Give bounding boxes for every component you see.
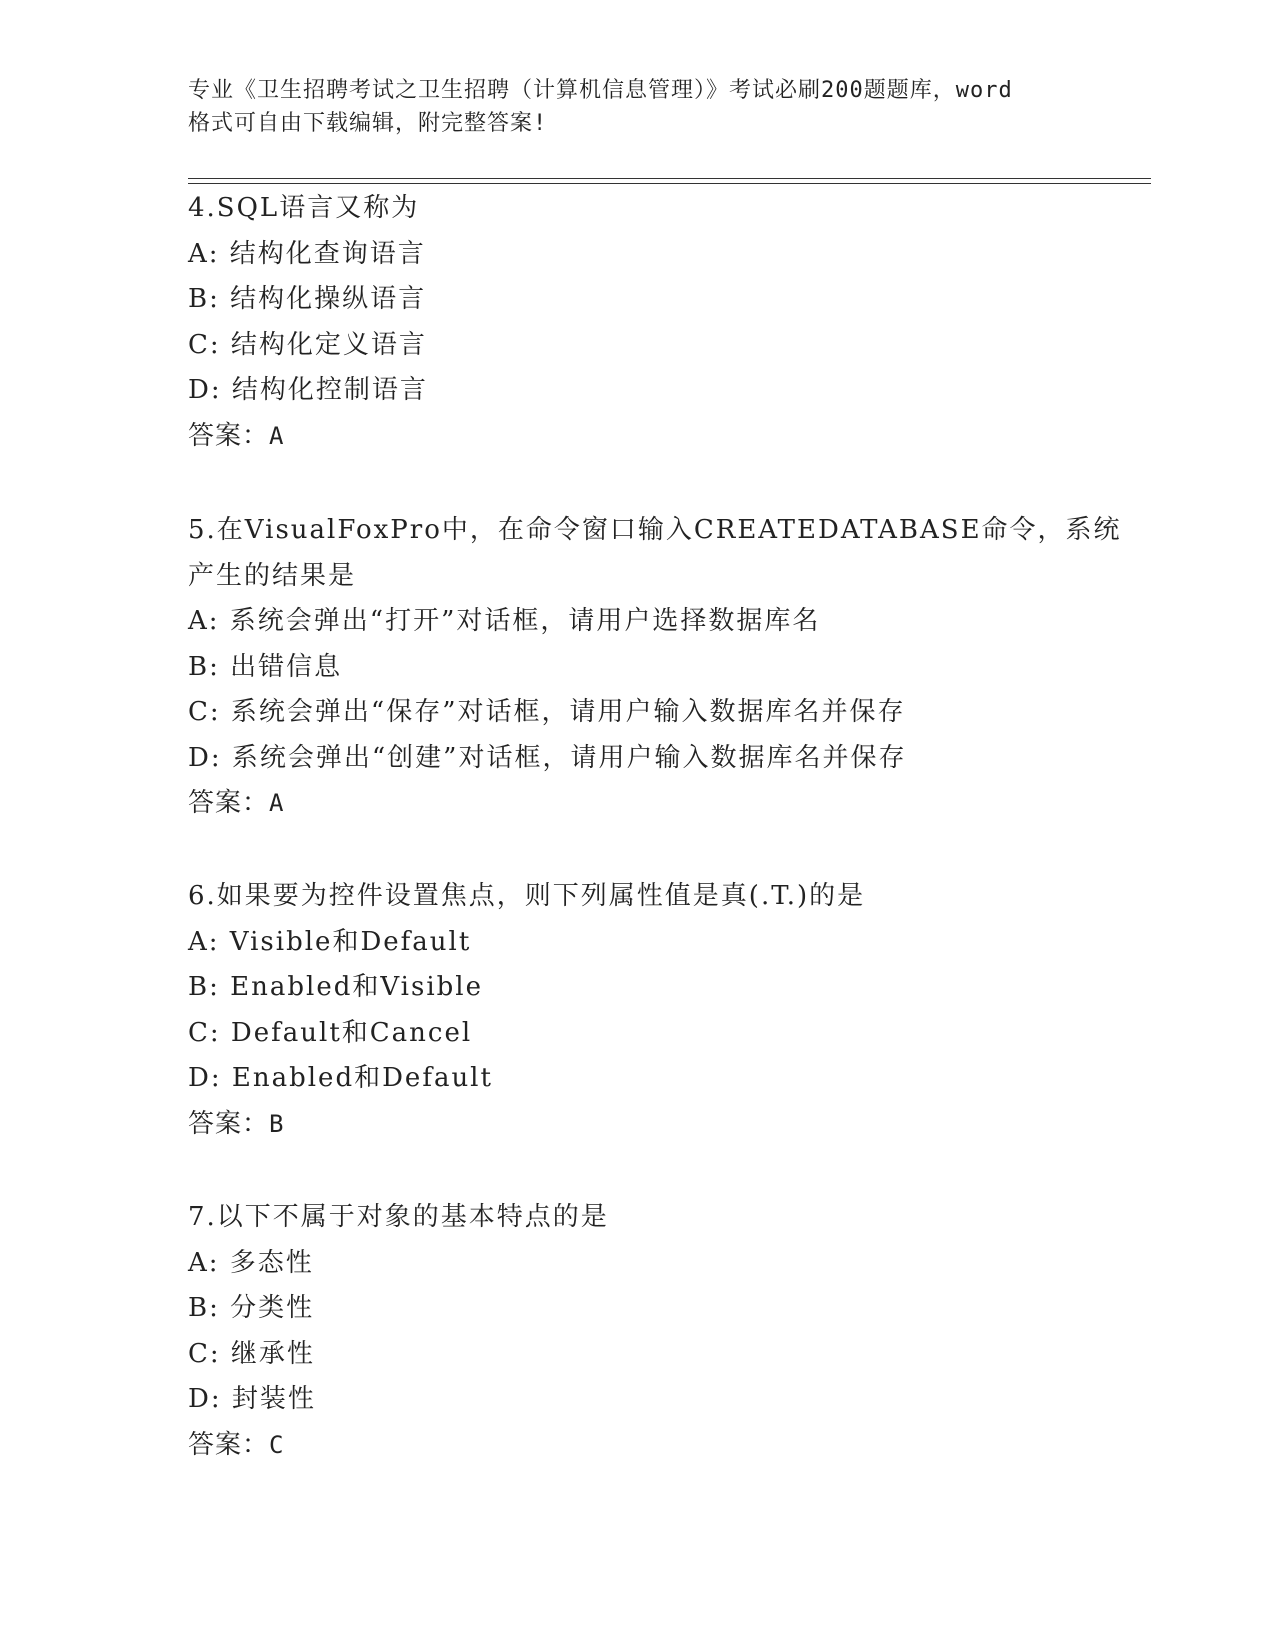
question-stem: 6.如果要为控件设置焦点，则下列属性值是真(.T.)的是 [188, 881, 866, 911]
option-d: D: 结构化控制语言 [188, 375, 428, 405]
header-line-2: 格式可自由下载编辑，附完整答案! [188, 111, 548, 136]
question-4 [188, 186, 1088, 459]
header-line-1: 专业《卫生招聘考试之卫生招聘（计算机信息管理）》考试必刷200题题库，word [188, 78, 1013, 103]
option-c: C: 结构化定义语言 [188, 329, 427, 360]
answer-label: 答案： [188, 788, 270, 818]
question-stem: 4.SQL语言又称为 [188, 193, 420, 223]
option-d: D: Enabled和Default [188, 1063, 493, 1093]
option-c: C: 系统会弹出“保存”对话框，请用户输入数据库名并保存 [188, 697, 906, 727]
question-7 [188, 1195, 1088, 1468]
answer-label: 答案： [188, 1108, 270, 1139]
answer-value: B [269, 1109, 285, 1138]
answer-label: 答案： [188, 420, 270, 451]
answer-line [188, 1102, 1088, 1148]
answer-value: A [269, 421, 285, 450]
answer-value: C [269, 1430, 285, 1459]
option-b: B: 分类性 [188, 1293, 315, 1323]
option-c: C: Default和Cancel [188, 1017, 473, 1048]
answer-line [188, 1423, 1088, 1469]
question-5 [188, 508, 1122, 827]
option-d: D: 封装性 [188, 1384, 316, 1414]
answer-label: 答案： [188, 1429, 270, 1460]
question-6 [188, 874, 1088, 1147]
option-a: A: 多态性 [188, 1247, 314, 1278]
option-a: A: Visible和Default [188, 926, 472, 957]
option-a: A: 结构化查询语言 [188, 238, 426, 269]
question-stem-line-1: 5.在VisualFoxPro中，在命令窗口输入CREATEDATABASE命令，系统 [188, 515, 1122, 545]
answer-value: A [269, 789, 285, 817]
question-stem: 7.以下不属于对象的基本特点的是 [188, 1202, 609, 1232]
answer-line [188, 781, 1088, 827]
option-b: B: 结构化操纵语言 [188, 284, 427, 314]
header-divider-top [188, 178, 1151, 179]
document-header [188, 74, 1088, 140]
header-divider-bottom [188, 183, 1151, 184]
answer-line [188, 414, 1088, 460]
option-c: C: 继承性 [188, 1338, 315, 1369]
option-b: B: 出错信息 [188, 651, 343, 682]
option-a: A: 系统会弹出“打开”对话框，请用户选择数据库名 [188, 606, 821, 636]
question-stem-line-2: 产生的结果是 [188, 560, 357, 591]
option-d: D: 系统会弹出“创建”对话框，请用户输入数据库名并保存 [188, 742, 907, 773]
option-b: B: Enabled和Visible [188, 972, 483, 1002]
